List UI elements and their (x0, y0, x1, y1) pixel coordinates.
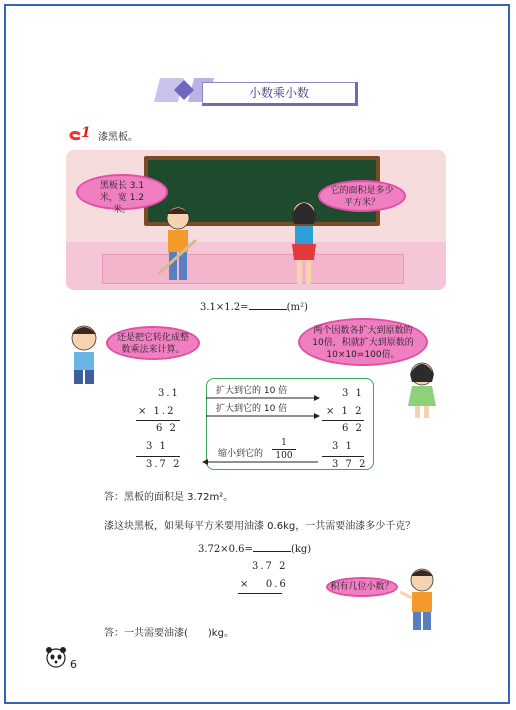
left-factor-b: × 1.2 (138, 406, 176, 417)
left-result: 3.7 2 (146, 459, 182, 470)
equation-1 (200, 299, 308, 313)
right-rule-2 (322, 456, 364, 457)
thought-bubble-left: 还是把它转化成整数乘法来计算。 (106, 326, 200, 360)
left-partial-1: 6 2 (156, 423, 178, 434)
right-partial-2: 3 1 (332, 441, 354, 452)
girl-thinking-figure (402, 360, 444, 420)
answer-2-prefix: 答：一共需要油漆( (104, 628, 188, 639)
left-rule-2 (136, 456, 180, 457)
arrow-label-3: 缩小到它的 (218, 449, 264, 459)
fraction-numerator: 1 (281, 438, 287, 448)
answer-blank-1[interactable] (249, 299, 287, 310)
right-rule-1 (322, 420, 364, 421)
arrow-right-icon (204, 412, 320, 420)
left-partial-2: 3 1 (146, 441, 168, 452)
speech-bubble-question: 积有几位小数？ (326, 577, 398, 597)
girl-figure (284, 198, 324, 290)
equation-1-unit: (m²) (286, 302, 308, 313)
right-factor-b: × 1 2 (326, 406, 364, 417)
speech-bubble-girl: 它的面积是多少平方米？ (318, 180, 406, 212)
example-label: 漆黑板。 (98, 132, 138, 143)
fraction-denominator: 100 (275, 451, 293, 461)
boy-thinking-figure (62, 322, 106, 388)
answer-blank-2[interactable] (253, 541, 291, 552)
panda-icon (44, 645, 68, 669)
right-partial-1: 6 2 (342, 423, 364, 434)
arrow-label-2: 扩大到它的 10 倍 (216, 404, 288, 414)
speech-bubble-boy: 黑板长 3.1 米，宽 1.2 米。 (76, 174, 168, 210)
fraction-bar (272, 449, 296, 450)
calc2-factor-b: × 0.6 (240, 579, 288, 590)
answer-2-suffix: )kg。 (207, 628, 234, 639)
page-number: 6 (70, 658, 77, 671)
equation-1-lhs: 3.1×1.2= (200, 302, 249, 313)
arrow-left-icon (202, 458, 320, 466)
equation-2-unit: (kg) (290, 544, 312, 555)
left-factor-a: 3.1 (158, 388, 180, 399)
right-result: 3 7 2 (332, 459, 368, 470)
boy-figure (156, 204, 200, 290)
arrow-label-1: 扩大到它的 10 倍 (216, 386, 288, 396)
thought-bubble-right: 两个因数各扩大到原数的10倍，积就扩大到原数的10×10=100倍。 (298, 318, 428, 366)
section-title-text: 小数乘小数 (248, 86, 309, 100)
example-number-badge (64, 124, 98, 144)
calc2-factor-a: 3.7 2 (252, 561, 288, 572)
answer-1: 答：黑板的面积是 3.72m²。 (104, 492, 234, 503)
section-title (202, 82, 358, 106)
calc2-rule (238, 593, 282, 594)
boy-pointing-figure (400, 566, 444, 634)
example-number: 1 (81, 125, 91, 141)
equation-2-lhs: 3.72×0.6= (198, 544, 253, 555)
right-factor-a: 3 1 (342, 388, 364, 399)
equation-2 (198, 541, 311, 555)
classroom-illustration (66, 150, 446, 290)
left-rule-1 (136, 420, 180, 421)
answer-2 (104, 624, 234, 639)
question-2: 漆这块黑板，如果每平方米要用油漆 0.6kg，一共需要油漆多少千克？ (104, 521, 416, 532)
